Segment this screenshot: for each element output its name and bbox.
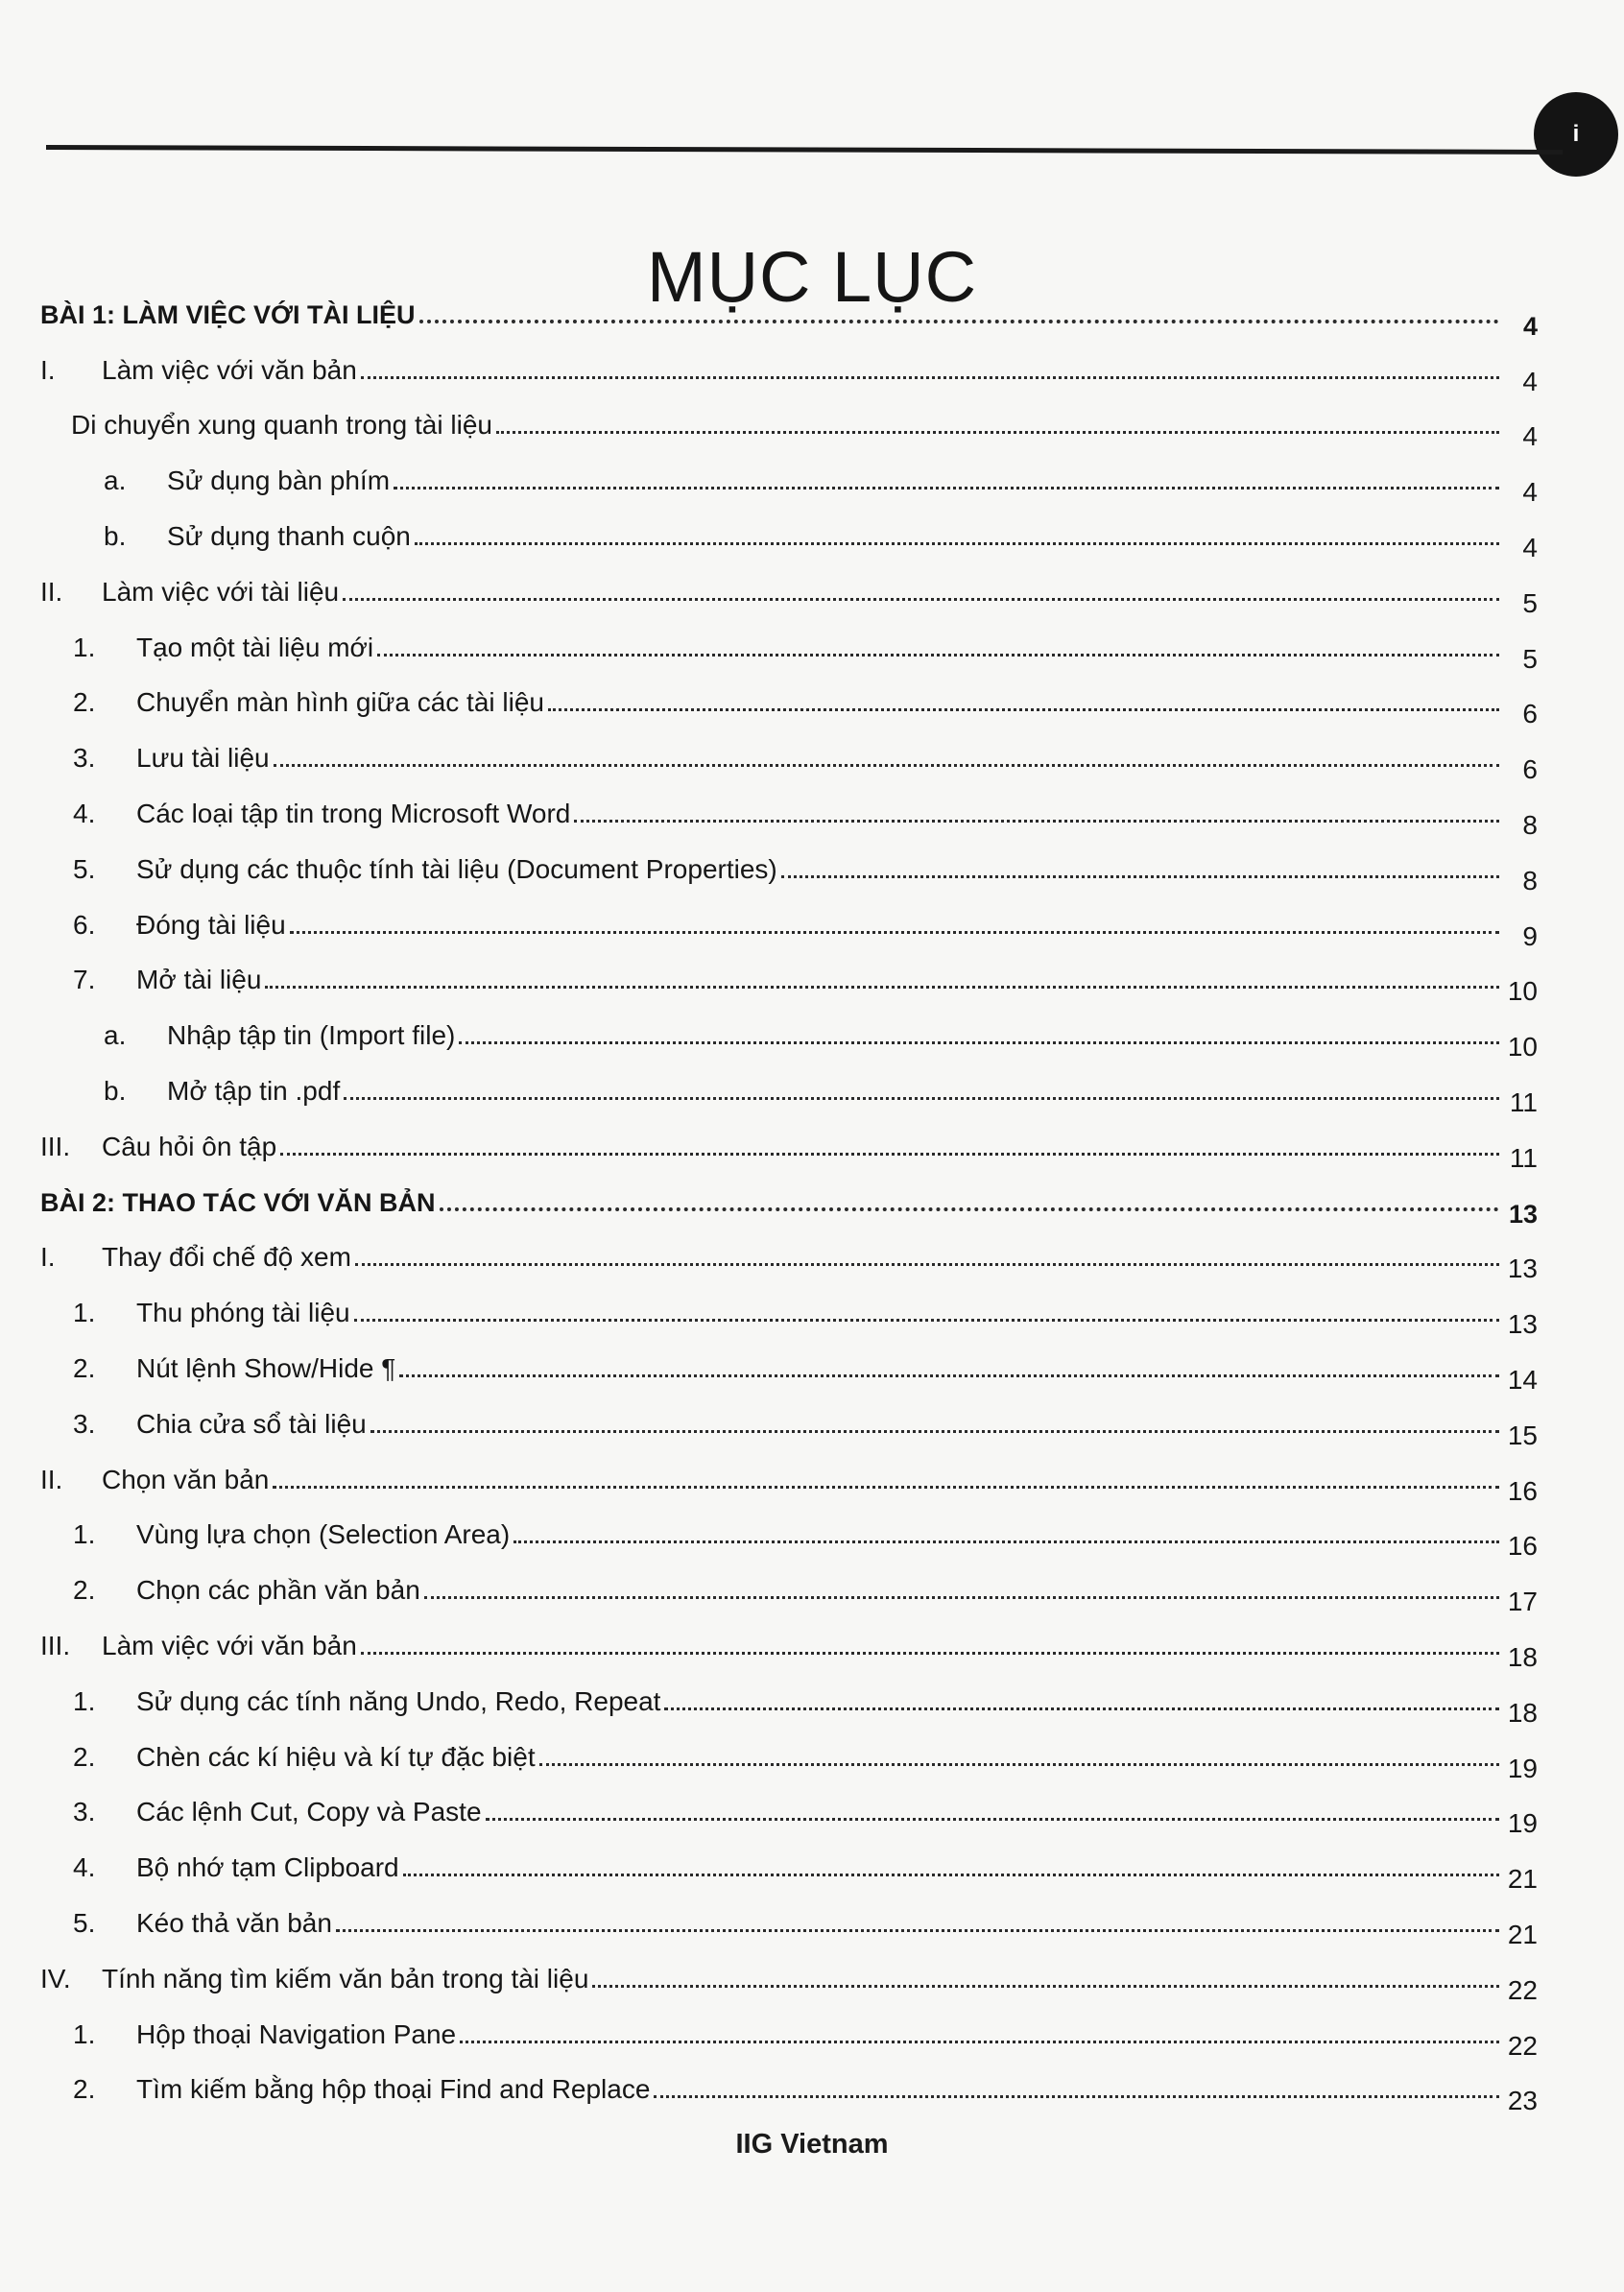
dot-leader — [459, 1041, 1499, 1044]
toc-entry-page-number: 4 — [1522, 532, 1538, 562]
toc-entry-number: 5. — [73, 853, 96, 884]
dot-leader — [496, 431, 1499, 434]
toc-entry-label: Đóng tài liệu — [136, 909, 286, 940]
toc-entry — [40, 1608, 1538, 1672]
toc-entry — [40, 1109, 1538, 1173]
toc-entry — [40, 1386, 1538, 1450]
toc-entry — [40, 1719, 1538, 1783]
toc-entry-number: I. — [40, 1242, 56, 1273]
toc-entry — [40, 1053, 1538, 1117]
toc-entry-label: Nút lệnh Show/Hide ¶ — [136, 1352, 396, 1383]
toc-entry-number: 2. — [73, 687, 96, 718]
toc-entry-label: Các loại tập tin trong Microsoft Word — [136, 798, 571, 828]
footer-publisher: IIG Vietnam — [735, 2129, 889, 2160]
toc-entry-page-number: 10 — [1507, 1032, 1538, 1062]
toc-entry-page-number: 19 — [1507, 1808, 1538, 1839]
toc-chapter-entry — [40, 276, 1538, 341]
toc-entry-number: IV. — [40, 1963, 71, 1994]
toc-entry-label: Vùng lựa chọn (Selection Area) — [136, 1519, 511, 1550]
toc-entry-page-number: 4 — [1522, 477, 1538, 508]
toc-entry-number: 4. — [73, 798, 96, 828]
toc-entry — [40, 554, 1538, 618]
toc-entry-number: 7. — [73, 965, 96, 995]
header-rule — [46, 145, 1563, 155]
toc-entry — [40, 1941, 1538, 2005]
toc-entry — [40, 1330, 1538, 1395]
toc-entry — [40, 720, 1538, 785]
toc-entry-label: Lưu tài liệu — [136, 743, 270, 774]
toc-entry — [40, 2052, 1538, 2116]
toc-entry-page-number: 16 — [1507, 1531, 1538, 1562]
toc-entry — [40, 1829, 1538, 1895]
toc-entry-number: 2. — [73, 1741, 96, 1772]
toc-entry — [40, 1275, 1538, 1340]
toc-entry-number: 1. — [73, 1519, 96, 1550]
toc-entry — [40, 1996, 1538, 2061]
toc-entry-number: III. — [40, 1630, 71, 1660]
toc-entry-number: 1. — [73, 632, 96, 662]
toc-entry-page-number: 16 — [1507, 1475, 1538, 1506]
toc-entry-number: I. — [40, 354, 56, 385]
toc-entry — [40, 831, 1538, 895]
toc-entry-page-number: 6 — [1522, 754, 1538, 785]
toc-entry-page-number: 19 — [1507, 1753, 1538, 1783]
dot-leader — [394, 487, 1499, 489]
dot-leader — [399, 1374, 1499, 1377]
toc-entry-number: 5. — [73, 1907, 96, 1938]
toc-entry-page-number: 18 — [1507, 1641, 1538, 1672]
toc-entry-number: 3. — [73, 1408, 96, 1439]
toc-entry-page-number: 9 — [1522, 920, 1538, 951]
toc-entry-page-number: 21 — [1507, 1864, 1538, 1895]
dot-leader — [361, 376, 1499, 379]
dot-leader — [548, 708, 1499, 711]
toc-entry-page-number: 11 — [1509, 1142, 1538, 1173]
toc-entry-number: 2. — [73, 1352, 96, 1383]
dot-leader — [344, 1097, 1499, 1100]
dot-leader — [781, 875, 1499, 878]
toc-entry-label: Làm việc với tài liệu — [102, 576, 340, 607]
dot-leader — [440, 1207, 1499, 1211]
toc-entry-number: II. — [40, 576, 63, 607]
toc-entry-number: 4. — [73, 1852, 96, 1883]
toc-entry-page-number: 5 — [1522, 643, 1538, 674]
toc-entry — [40, 1442, 1538, 1506]
toc-entry — [40, 388, 1538, 452]
dot-leader — [460, 2041, 1499, 2043]
toc-entry-label: Bộ nhớ tạm Clipboard — [136, 1852, 399, 1883]
toc-entry-number: 1. — [73, 1298, 96, 1328]
toc-entry — [40, 609, 1538, 674]
dot-leader — [290, 931, 1499, 934]
toc-entry-page-number: 8 — [1522, 809, 1538, 840]
toc-entry-label: Sử dụng các thuộc tính tài liệu (Document Properties) — [136, 853, 777, 884]
toc-entry-page-number: 21 — [1507, 1919, 1538, 1949]
toc-entry-page-number: 22 — [1507, 1974, 1538, 2005]
toc-entry-number: 2. — [73, 1575, 96, 1606]
dot-leader — [336, 1929, 1499, 1932]
dot-leader — [361, 1652, 1499, 1655]
toc-entry-number: a. — [104, 466, 127, 496]
toc-entry-label: Sử dụng các tính năng Undo, Redo, Repeat — [136, 1685, 661, 1716]
dot-leader — [654, 2095, 1499, 2098]
dot-leader — [377, 654, 1499, 657]
toc-entry-label: Di chuyển xung quanh trong tài liệu — [71, 410, 492, 441]
toc-entry-label: Tạo một tài liệu mới — [136, 632, 374, 662]
toc-entry-number: a. — [104, 1020, 127, 1051]
dot-leader — [354, 1319, 1499, 1322]
toc-entry-label: Thu phóng tài liệu — [136, 1298, 350, 1328]
toc-entry — [40, 1497, 1538, 1562]
toc-entry — [40, 442, 1538, 508]
page-number-badge: i — [1534, 92, 1618, 177]
toc-entry-label: BÀI 1: LÀM VIỆC VỚI TÀI LIỆU — [40, 299, 416, 329]
dot-leader — [265, 986, 1499, 989]
dot-leader — [343, 598, 1499, 601]
dot-leader — [403, 1874, 1499, 1876]
toc-entry — [40, 776, 1538, 840]
toc-entry — [40, 887, 1538, 951]
toc-entry-page-number: 13 — [1507, 1253, 1538, 1284]
dot-leader — [574, 820, 1499, 823]
toc-chapter-entry — [40, 1164, 1538, 1229]
toc-entry-number: 1. — [73, 2018, 96, 2049]
toc-entry — [40, 332, 1538, 396]
toc-entry-number: 3. — [73, 1797, 96, 1827]
toc-entry-page-number: 11 — [1509, 1086, 1538, 1117]
toc-entry-label: Sử dụng thanh cuộn — [167, 520, 411, 551]
toc-entry-page-number: 18 — [1507, 1697, 1538, 1728]
toc-entry-page-number: 4 — [1522, 311, 1538, 341]
dot-leader — [280, 1153, 1499, 1156]
dot-leader — [539, 1763, 1499, 1766]
toc-entry-label: Làm việc với văn bản — [102, 354, 357, 385]
dot-leader — [274, 764, 1499, 767]
toc-entry-page-number: 6 — [1522, 699, 1538, 729]
toc-entry-label: Mở tài liệu — [136, 965, 262, 995]
toc-entry-label: Hộp thoại Navigation Pane — [136, 2018, 457, 2049]
toc-entry-label: Câu hỏi ôn tập — [102, 1131, 277, 1161]
toc-entry — [40, 498, 1538, 562]
dot-leader — [424, 1596, 1499, 1599]
toc-entry-label: Chọn văn bản — [102, 1464, 270, 1494]
toc-entry-page-number: 22 — [1507, 2030, 1538, 2061]
toc-entry-page-number: 23 — [1507, 2086, 1538, 2116]
dot-leader — [592, 1985, 1499, 1988]
toc-entry-label: Chèn các kí hiệu và kí tự đặc biệt — [136, 1741, 536, 1772]
dot-leader — [355, 1263, 1499, 1266]
toc-entry-label: Mở tập tin .pdf — [167, 1075, 341, 1106]
toc-entry-label: Thay đổi chế độ xem — [102, 1242, 351, 1273]
toc-entry-page-number: 13 — [1508, 1199, 1538, 1229]
toc-entry-page-number: 15 — [1507, 1420, 1538, 1450]
toc-entry-page-number: 5 — [1522, 587, 1538, 618]
toc-entry — [40, 1775, 1538, 1839]
toc-entry-number: 6. — [73, 909, 96, 940]
toc-entry-label: Làm việc với văn bản — [102, 1630, 357, 1660]
toc-entry-number: 1. — [73, 1685, 96, 1716]
toc-entry-number: b. — [104, 1075, 127, 1106]
table-of-contents — [40, 276, 1538, 2116]
dot-leader — [486, 1818, 1499, 1821]
toc-entry-number: III. — [40, 1131, 71, 1161]
toc-entry-number: II. — [40, 1464, 63, 1494]
dot-leader — [415, 542, 1499, 545]
toc-entry — [40, 1220, 1538, 1284]
toc-entry-label: Sử dụng bàn phím — [167, 466, 391, 496]
toc-entry — [40, 665, 1538, 729]
toc-entry-page-number: 4 — [1522, 366, 1538, 396]
toc-entry-number: b. — [104, 520, 127, 551]
dot-leader — [370, 1430, 1499, 1433]
toc-entry-page-number: 10 — [1507, 976, 1538, 1007]
toc-entry-number: 3. — [73, 743, 96, 774]
dot-leader — [419, 320, 1499, 323]
toc-entry-label: Kéo thả văn bản — [136, 1907, 332, 1938]
toc-entry — [40, 997, 1538, 1062]
toc-entry-page-number: 8 — [1522, 865, 1538, 895]
toc-entry-label: Chọn các phần văn bản — [136, 1575, 420, 1606]
toc-entry — [40, 943, 1538, 1007]
toc-entry-label: Chuyển màn hình giữa các tài liệu — [136, 687, 544, 718]
toc-entry-page-number: 14 — [1507, 1364, 1538, 1395]
page-title: MỤC LỤC — [646, 236, 978, 317]
toc-entry — [40, 1885, 1538, 1949]
toc-entry-label: Chia cửa sổ tài liệu — [136, 1408, 367, 1439]
toc-entry-label: Tính năng tìm kiếm văn bản trong tài liệu — [102, 1963, 589, 1994]
toc-entry-number: 2. — [73, 2074, 96, 2105]
dot-leader — [513, 1540, 1499, 1543]
toc-entry — [40, 1552, 1538, 1617]
toc-entry-label: Nhập tập tin (Import file) — [167, 1020, 456, 1051]
toc-entry-page-number: 17 — [1507, 1587, 1538, 1617]
dot-leader — [273, 1486, 1499, 1489]
toc-entry — [40, 1663, 1538, 1728]
toc-entry-page-number: 4 — [1522, 421, 1538, 452]
toc-entry-label: BÀI 2: THAO TÁC VỚI VĂN BẢN — [40, 1187, 436, 1217]
toc-entry-label: Tìm kiếm bằng hộp thoại Find and Replace — [136, 2074, 651, 2105]
dot-leader — [664, 1707, 1499, 1710]
toc-entry-label: Các lệnh Cut, Copy và Paste — [136, 1797, 482, 1827]
toc-entry-page-number: 13 — [1507, 1309, 1538, 1340]
